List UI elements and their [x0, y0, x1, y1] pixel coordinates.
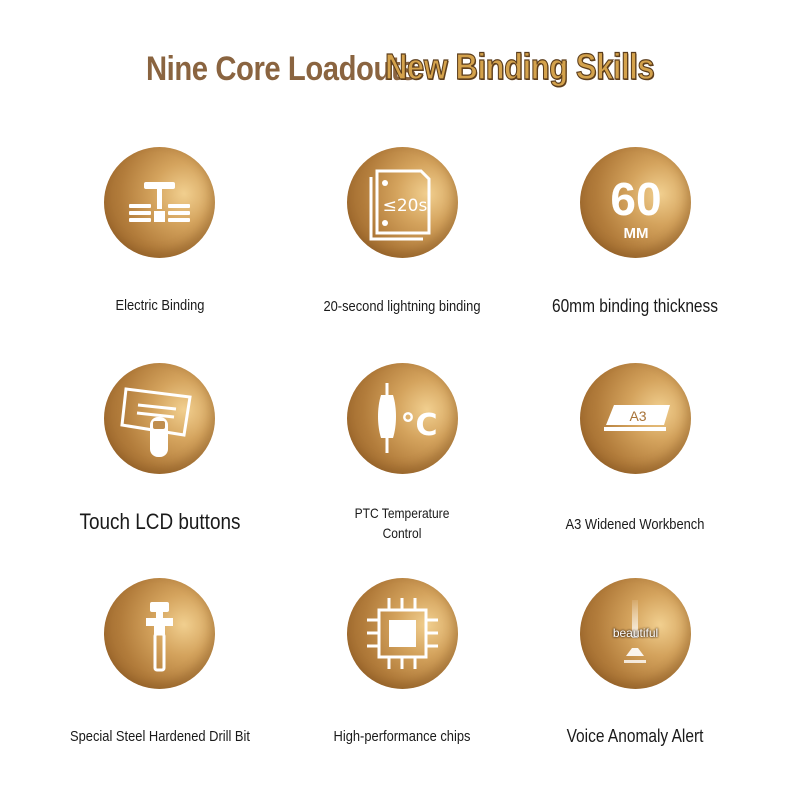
- ptc-thermometer-icon: [347, 363, 458, 474]
- feature-chips: [269, 578, 535, 788]
- feature-label: Special Steel Hardened Drill Bit: [70, 728, 250, 745]
- voice-alert-overlay-text: beautiful: [612, 626, 659, 640]
- feature-label: Voice Anomaly Alert: [566, 726, 704, 746]
- feature-drill-bit: [27, 578, 293, 788]
- feature-label: 20-second lightning binding: [323, 298, 481, 315]
- feature-voice-alert: [502, 578, 768, 788]
- touch-lcd-icon: [104, 363, 215, 474]
- feature-touch-lcd: [27, 363, 293, 573]
- feature-20-second-binding: [269, 147, 535, 357]
- thickness-number: 60: [610, 173, 662, 225]
- celsius-text: °C: [400, 408, 438, 443]
- feature-label: [288, 503, 517, 543]
- drill-bit-icon: [104, 578, 215, 689]
- a3-workbench-icon: [580, 363, 691, 474]
- timer-20s-text: ≤20s: [382, 196, 428, 216]
- feature-ptc-temperature: [269, 363, 535, 573]
- voice-alert-icon: [580, 578, 691, 689]
- title-nine-core-loadouts: Nine Core Loadouts: [146, 50, 417, 88]
- feature-label: Electric Binding: [115, 297, 205, 314]
- chip-icon: [347, 578, 458, 689]
- feature-electric-binding: [27, 147, 293, 357]
- feature-label: A3 Widened Workbench: [565, 516, 705, 533]
- feature-label: 60mm binding thickness: [551, 296, 719, 316]
- electric-binding-icon: [104, 147, 215, 258]
- feature-label-line1: PTC Temperature: [354, 505, 450, 521]
- feature-label: Touch LCD buttons: [79, 509, 241, 534]
- feature-a3-workbench: [502, 363, 768, 573]
- a3-text: A3: [629, 408, 647, 424]
- feature-label: High-performance chips: [333, 728, 471, 745]
- title-new-binding-skills: New Binding Skills: [385, 46, 655, 87]
- thickness-60mm-icon: [580, 147, 691, 258]
- feature-label-line2: Control: [382, 525, 422, 541]
- feature-60mm-thickness: [502, 147, 768, 357]
- timer-20s-icon: [347, 147, 458, 258]
- header: [0, 30, 800, 110]
- thickness-unit: MM: [623, 225, 649, 242]
